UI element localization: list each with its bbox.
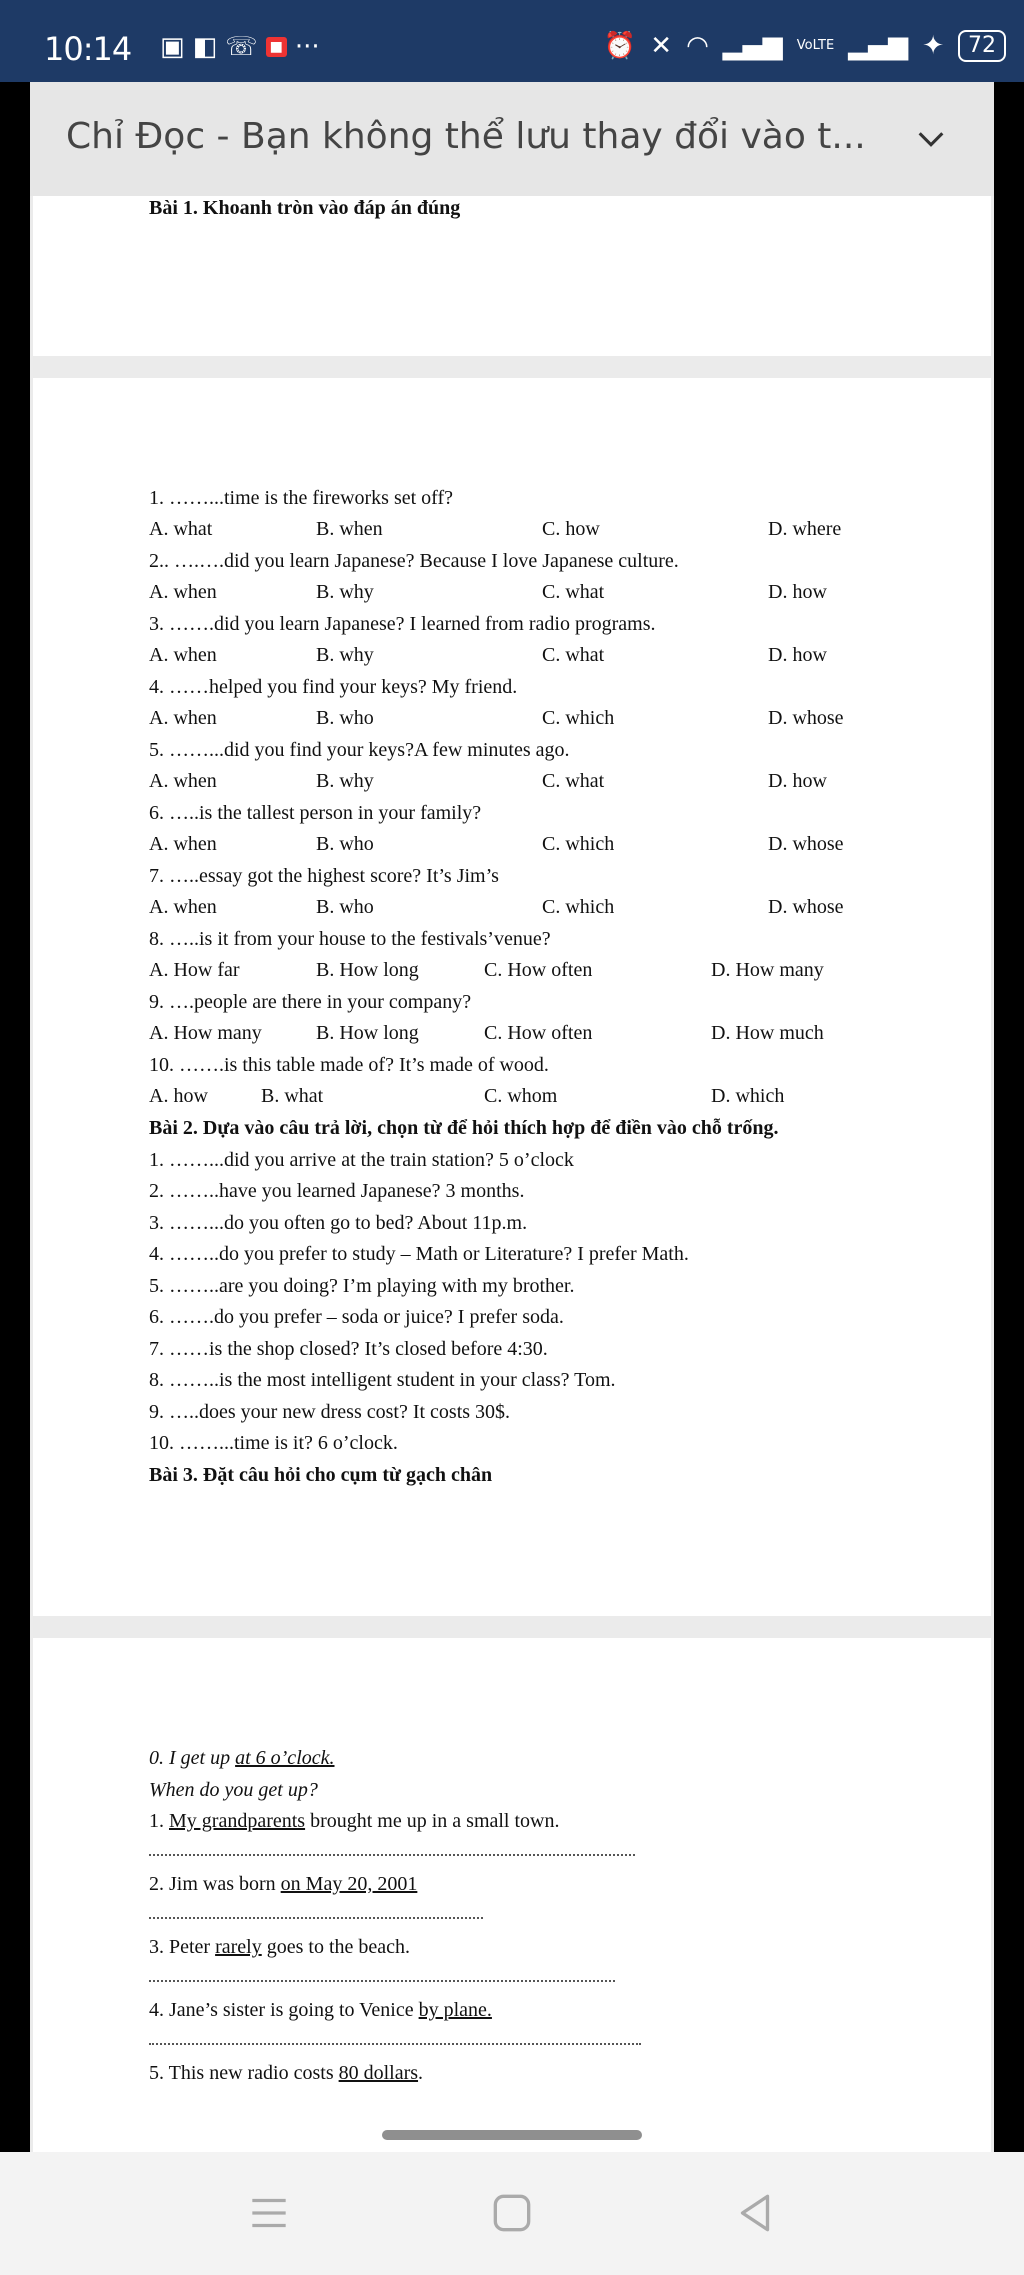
chevron-down-icon[interactable] — [914, 122, 948, 156]
volte-icon: VoLTE — [796, 38, 835, 53]
bai2-question: 2. ……..have you learned Japanese? 3 months. — [149, 1180, 525, 1202]
question-line: 9. ….people are there in your company? — [149, 991, 472, 1013]
bai3-item: 5. This new radio costs 80 dollars. — [149, 2062, 424, 2084]
bai2-heading: Bài 2. Dựa vào câu trả lời, chọn từ để hỏi thích hợp để điền vào chỗ trống. — [149, 1117, 779, 1139]
bai2-question: 3. ……...do you often go to bed? About 11p.m. — [149, 1212, 528, 1234]
bai2-question: 4. ……..do you prefer to study – Math or Literature? I prefer Math. — [149, 1243, 689, 1265]
menu-icon[interactable] — [244, 2188, 294, 2238]
bai3-item: 2. Jim was born on May 20, 2001 — [149, 1873, 418, 1895]
bai2-question: 7. ……is the shop closed? It’s closed before 4:30. — [149, 1338, 548, 1360]
answer-line — [149, 1979, 615, 1982]
read-only-banner[interactable] — [30, 82, 994, 196]
question-line: 6. …..is the tallest person in your family? — [149, 802, 482, 824]
bai3-item: 1. My grandparents brought me up in a small town. — [149, 1810, 560, 1832]
bai2-question: 5. ……..are you doing? I’m playing with my brother. — [149, 1275, 575, 1297]
mute-icon: ✕ — [650, 31, 673, 61]
bai2-question: 10. ……...time is it? 6 o’clock. — [149, 1432, 398, 1454]
home-icon[interactable] — [487, 2188, 537, 2238]
frame-right — [994, 82, 1024, 2152]
question-line: 7. …..essay got the highest score? It’s Jim’s — [149, 865, 499, 887]
signal-icon: ▂▄▆ — [722, 31, 783, 61]
signal-icon-2: ▂▄▆ — [848, 31, 909, 61]
document-page-3 — [33, 1638, 991, 2152]
question-line: 8. …..is it from your house to the festivals’venue? — [149, 928, 551, 950]
gesture-handle[interactable] — [382, 2130, 642, 2140]
notification-icon: ▣ — [160, 32, 185, 62]
banner-title: Chỉ Đọc - Bạn không thể lưu thay đổi vào t... — [66, 116, 866, 157]
answer-line — [149, 1916, 483, 1919]
bai2-question: 1. ……...did you arrive at the train station? 5 o’clock — [149, 1149, 574, 1171]
answer-line — [149, 2042, 641, 2045]
app-badge-icon: ■ — [266, 37, 287, 57]
wifi-calling-icon: ☏ — [225, 32, 258, 62]
video-call-icon: ◧ — [192, 32, 218, 62]
navigation-bar — [0, 2152, 1024, 2275]
bai3-example-answer: When do you get up? — [149, 1779, 318, 1801]
bai2-question: 9. …..does your new dress cost? It costs 30$. — [149, 1401, 511, 1423]
bai1-heading: Bài 1. Khoanh tròn vào đáp án đúng — [149, 197, 461, 219]
document-page-1 — [33, 196, 991, 356]
bai2-question: 8. ……..is the most intelligent student in your class? Tom. — [149, 1369, 616, 1391]
back-icon[interactable] — [730, 2188, 780, 2238]
bai3-heading: Bài 3. Đặt câu hỏi cho cụm từ gạch chân — [149, 1464, 493, 1486]
question-line: 4. ……helped you find your keys? My friend. — [149, 676, 518, 698]
document-page-2: 1. ……...time is the fireworks set off? A. what B. when C. how D. where 2.. ….….did you learn Japanese? Because I love Japanese culture. A. when B. why C. what D. how 3. …….did you learn Japanese? I learned from radio programs. A. when B. why C. what D. how 4. ……helped you find your keys? My friend. A. when B. who C. which D. whose 5. ……...did you find your keys?A few minutes ago. A. when B. why C. what D. how 6. …..is the tallest person in your family? A. when B. who C. which D. whose 7. …..essay got the highest score? It’s Jim’s A. when B. who C. which D. whose 8. …..is it from your house to the festivals’venue? A. How far B. How long C. How often D. How many 9. ….people are there in your company? A. How many B. How long C. How often D. How much 10. …….is this table made of? It’s made of wood. A. how B. what C. whom D. which Bài 2. Dựa vào câu trả lời, chọn từ để hỏi thích hợp để điền vào chỗ trống. 1. ……...did you arrive at the train station? 5 o’clock 2. ……..have you learned Japanese? 3 months. 3. ……...do you often go to bed? About 11p.m. 4. ……..do you prefer to study – Math or Literature? I prefer Math. 5. ……..are you doing? I’m playing with my brother. 6. …….do you prefer – soda or juice? I prefer soda. 7. ……is the shop closed? It’s closed before 4:30. 8. ……..is the most intelligent student in your class? Tom. 9. …..does your new dress cost? It costs 30$. 10. ……...time is it? 6 o’clock. Bài 3. Đặt câu hỏi cho cụm từ gạch chân — [33, 378, 991, 1616]
question-line: 5. ……...did you find your keys?A few minutes ago. — [149, 739, 570, 761]
frame-left — [0, 82, 30, 2152]
question-line: 1. ……...time is the fireworks set off? — [149, 487, 454, 509]
question-line: 10. …….is this table made of? It’s made of wood. — [149, 1054, 549, 1076]
status-bar — [0, 0, 1024, 82]
answer-line — [149, 1853, 635, 1856]
question-line: 2.. ….….did you learn Japanese? Because I love Japanese culture. — [149, 550, 679, 572]
bai2-question: 6. …….do you prefer – soda or juice? I prefer soda. — [149, 1306, 564, 1328]
more-icon: ··· — [294, 32, 320, 62]
bai3-item: 4. Jane’s sister is going to Venice by plane. — [149, 1999, 492, 2021]
data-speed-icon: ✦ — [922, 31, 944, 61]
status-time: 10:14 — [44, 30, 132, 68]
bai3-example: 0. I get up at 6 o’clock. — [149, 1747, 335, 1769]
question-line: 3. …….did you learn Japanese? I learned from radio programs. — [149, 613, 656, 635]
wifi-icon: ◠ — [686, 31, 709, 61]
alarm-icon: ⏰ — [603, 31, 637, 61]
bai3-item: 3. Peter rarely goes to the beach. — [149, 1936, 411, 1958]
document-viewer[interactable] — [30, 196, 994, 2152]
battery-indicator: 72 — [958, 30, 1006, 62]
